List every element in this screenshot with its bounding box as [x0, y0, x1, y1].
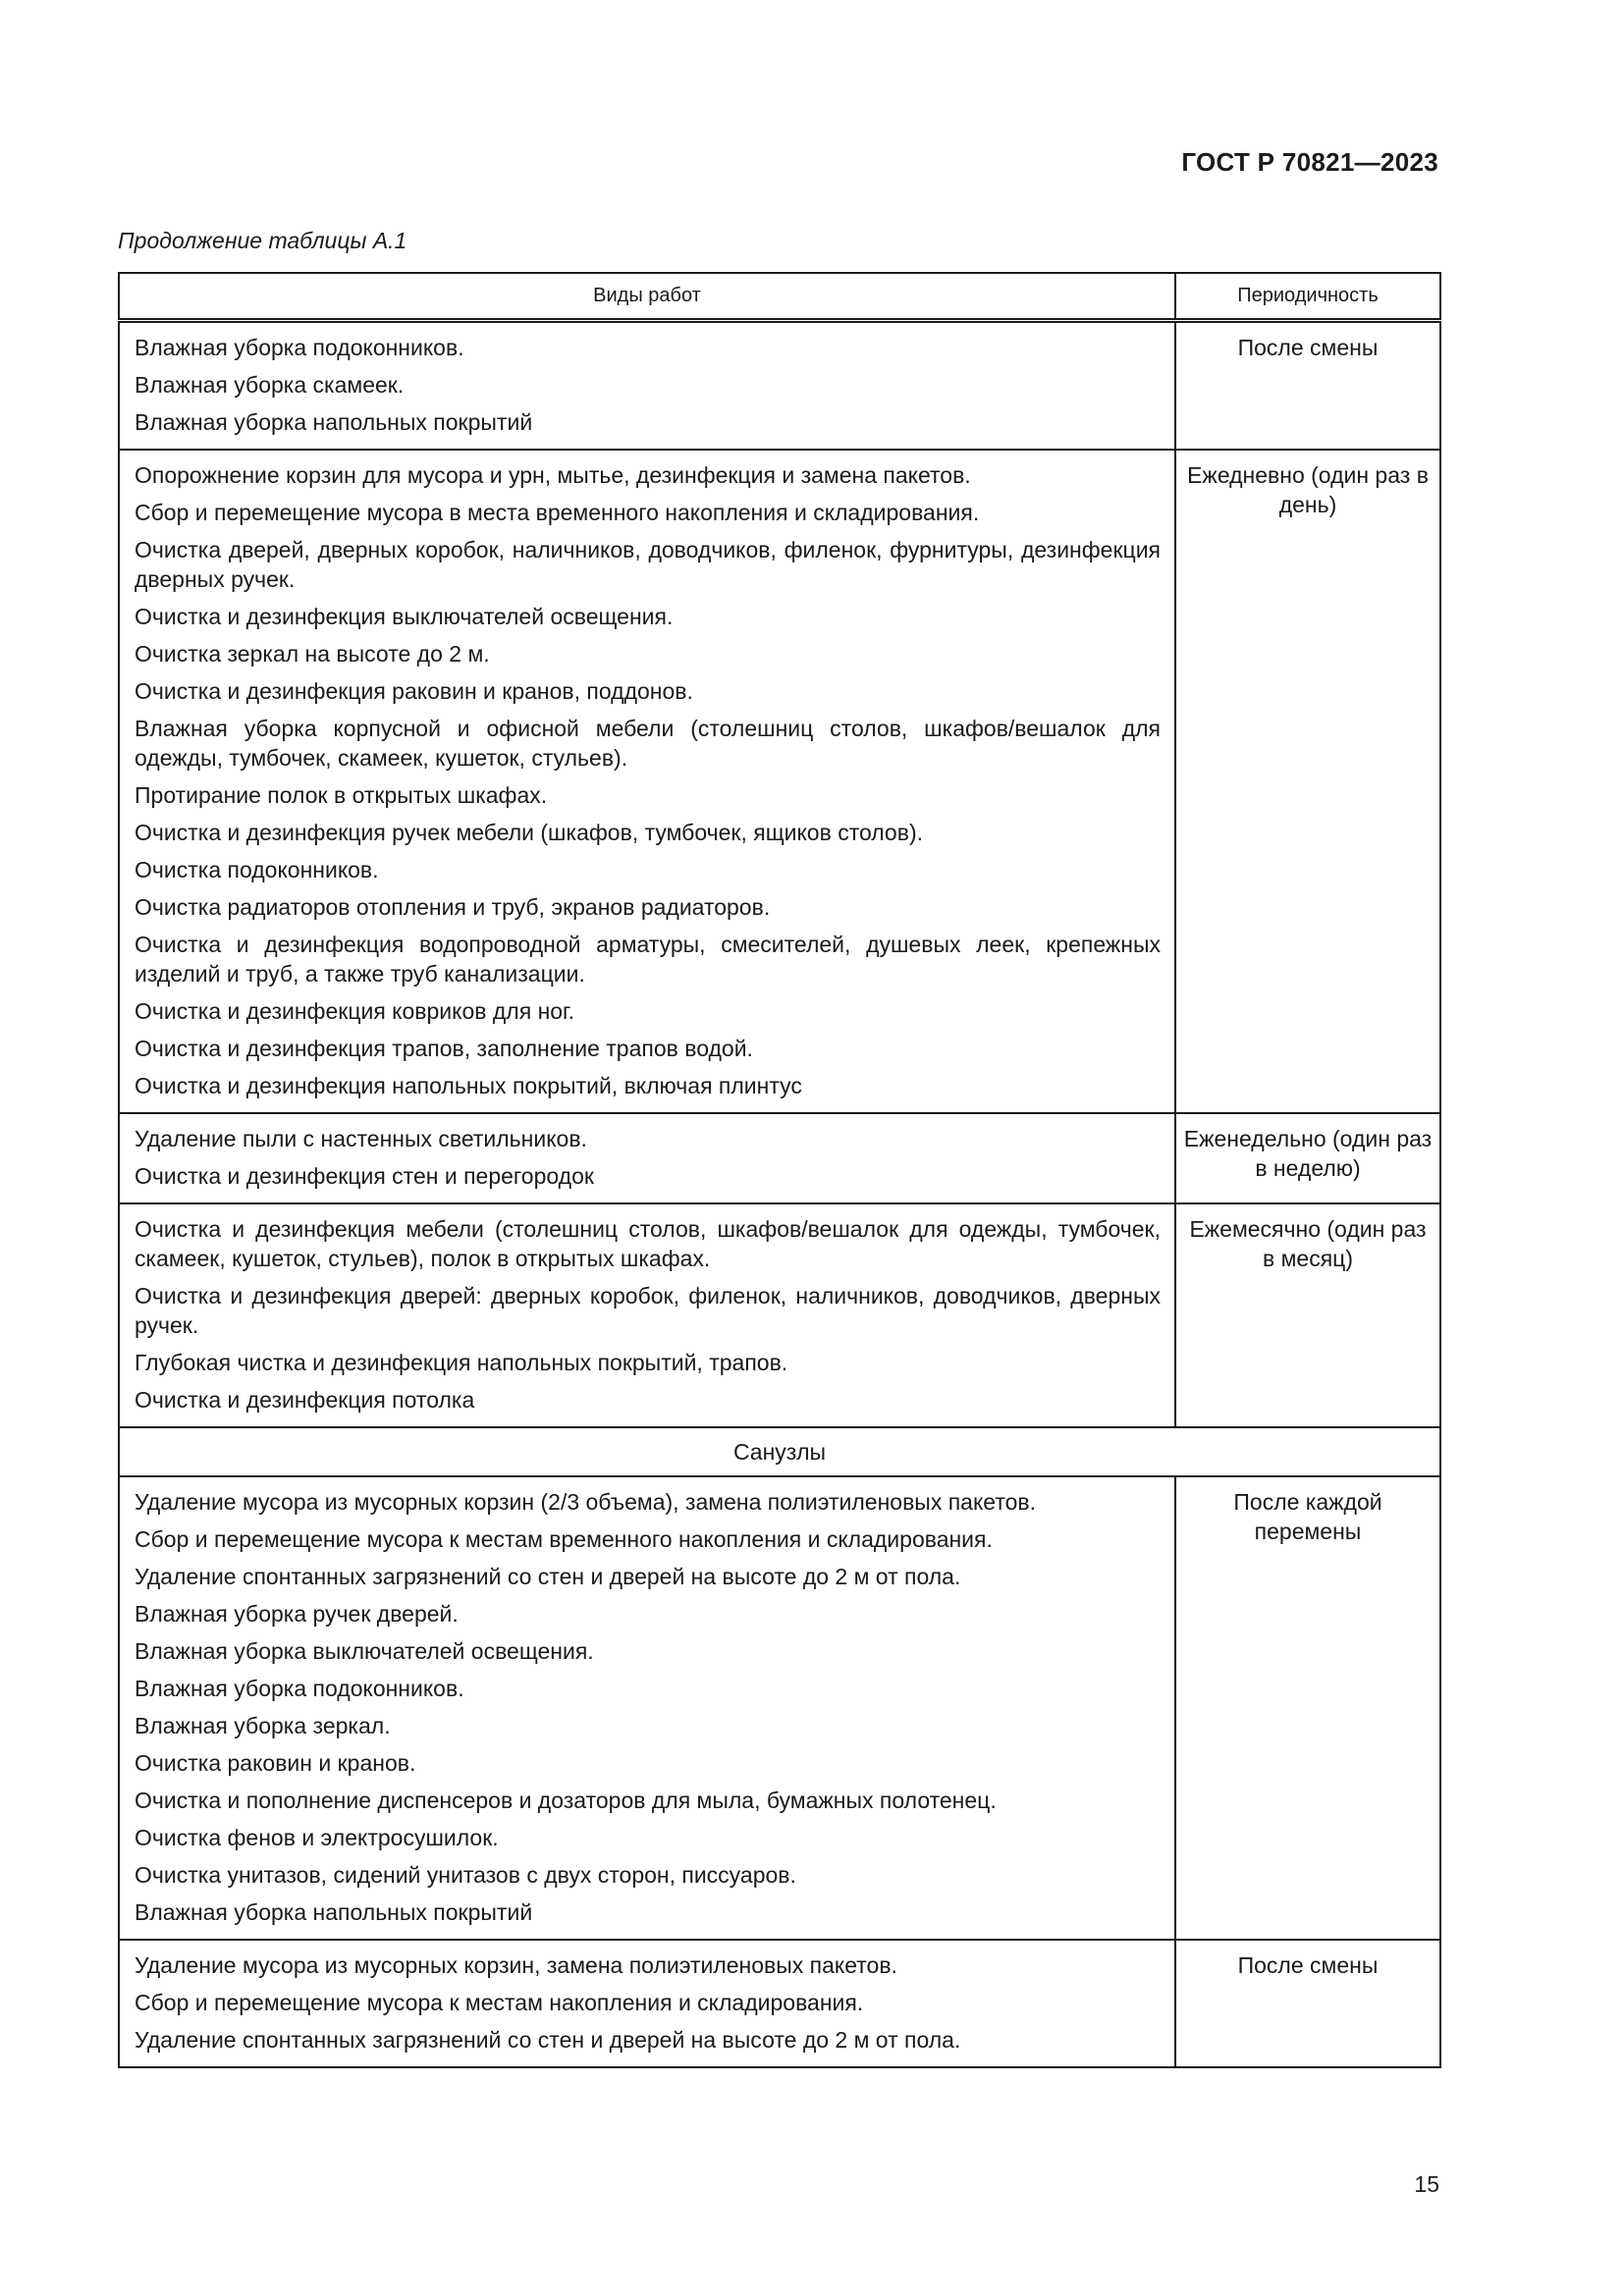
works-cell [119, 1940, 1175, 2067]
work-item: Удаление спонтанных загрязнений со стен и дверей на высоте до 2 м от пола. [135, 1564, 961, 1589]
work-item: Очистка дверей, дверных коробок, наличников, доводчиков, филенок, фурнитуры, дезинфекция дверных ручек. [135, 537, 1161, 592]
work-item: Удаление пыли с настенных светильников. [135, 1126, 587, 1151]
work-item: Влажная уборка зеркал. [135, 1713, 391, 1738]
work-item: Очистка и дезинфекция стен и перегородок [135, 1163, 594, 1189]
work-item: Удаление мусора из мусорных корзин, замена полиэтиленовых пакетов. [135, 1952, 897, 1978]
work-item: Очистка и пополнение диспенсеров и дозаторов для мыла, бумажных полотенец. [135, 1788, 997, 1813]
work-item: Очистка и дезинфекция ковриков для ног. [135, 998, 575, 1024]
work-item: Влажная уборка напольных покрытий [135, 1899, 533, 1925]
document-code: ГОСТ Р 70821—2023 [1181, 147, 1438, 177]
work-item: Очистка и дезинфекция трапов, заполнение трапов водой. [135, 1036, 753, 1061]
work-item: Влажная уборка выключателей освещения. [135, 1638, 594, 1664]
work-item: Влажная уборка напольных покрытий [135, 409, 533, 435]
periodicity-cell: После смены [1175, 321, 1440, 451]
table-row [119, 1940, 1440, 2067]
work-item: Очистка раковин и кранов. [135, 1750, 416, 1776]
table-row [119, 321, 1440, 451]
work-item: Влажная уборка корпусной и офисной мебели (столешниц столов, шкафов/вешалок для одежды, тумбочек, скамеек, кушеток, стульев). [135, 716, 1161, 771]
work-item: Опорожнение корзин для мусора и урн, мытье, дезинфекция и замена пакетов. [135, 462, 971, 488]
periodicity-cell: Ежедневно (один раз в день) [1175, 450, 1440, 1113]
table-header-row [119, 273, 1440, 321]
work-item: Очистка и дезинфекция водопроводной арматуры, смесителей, душевых леек, крепежных изделий и труб, а также труб канализации. [135, 932, 1161, 987]
work-item: Очистка и дезинфекция мебели (столешниц столов, шкафов/вешалок для одежды, тумбочек, скамеек, кушеток, стульев), полок в открытых шкафах. [135, 1216, 1161, 1271]
works-table [118, 272, 1441, 2068]
periodicity-cell: Еженедельно (один раз в неделю) [1175, 1113, 1440, 1203]
work-item: Очистка и дезинфекция дверей: дверных коробок, филенок, наличников, доводчиков, дверных ручек. [135, 1283, 1161, 1338]
work-item: Очистка подоконников. [135, 857, 379, 882]
work-item: Удаление спонтанных загрязнений со стен и дверей на высоте до 2 м от пола. [135, 2027, 961, 2053]
work-item: Влажная уборка подоконников. [135, 1676, 464, 1701]
works-cell [119, 1203, 1175, 1427]
work-item: Очистка и дезинфекция выключателей освещения. [135, 604, 674, 629]
header-periodicity: Периодичность [1175, 273, 1440, 321]
work-item: Глубокая чистка и дезинфекция напольных покрытий, трапов. [135, 1350, 788, 1375]
works-cell [119, 450, 1175, 1113]
work-item: Очистка и дезинфекция напольных покрытий, включая плинтус [135, 1073, 802, 1098]
work-item: Очистка радиаторов отопления и труб, экранов радиаторов. [135, 894, 771, 920]
section-title: Санузлы [119, 1427, 1440, 1476]
periodicity-cell: После смены [1175, 1940, 1440, 2067]
works-cell [119, 1113, 1175, 1203]
work-item: Сбор и перемещение мусора в места временного накопления и складирования. [135, 500, 980, 525]
table-caption: Продолжение таблицы А.1 [118, 228, 407, 253]
work-item: Очистка зеркал на высоте до 2 м. [135, 641, 490, 667]
periodicity-cell: Ежемесячно (один раз в месяц) [1175, 1203, 1440, 1427]
work-item: Протирание полок в открытых шкафах. [135, 782, 548, 808]
work-item: Очистка фенов и электросушилок. [135, 1825, 499, 1850]
table-row [119, 450, 1440, 1113]
table-row [119, 1476, 1440, 1940]
work-item: Очистка и дезинфекция раковин и кранов, поддонов. [135, 678, 693, 704]
work-item: Очистка унитазов, сидений унитазов с двух сторон, писсуаров. [135, 1862, 796, 1888]
work-item: Влажная уборка ручек дверей. [135, 1601, 459, 1627]
work-item: Очистка и дезинфекция потолка [135, 1387, 475, 1413]
page-number: 15 [1414, 2171, 1439, 2197]
header-works: Виды работ [119, 273, 1175, 321]
table-body [119, 321, 1440, 2068]
work-item: Влажная уборка скамеек. [135, 372, 405, 398]
work-item: Влажная уборка подоконников. [135, 335, 464, 360]
works-cell [119, 321, 1175, 451]
works-cell [119, 1476, 1175, 1940]
table-row [119, 1113, 1440, 1203]
work-item: Сбор и перемещение мусора к местам временного накопления и складирования. [135, 1526, 993, 1552]
work-item: Очистка и дезинфекция ручек мебели (шкафов, тумбочек, ящиков столов). [135, 820, 923, 845]
table-row [119, 1203, 1440, 1427]
section-row [119, 1427, 1440, 1476]
work-item: Удаление мусора из мусорных корзин (2/3 объема), замена полиэтиленовых пакетов. [135, 1489, 1036, 1515]
work-item: Сбор и перемещение мусора к местам накопления и складирования. [135, 1990, 864, 2015]
periodicity-cell: После каждой перемены [1175, 1476, 1440, 1940]
